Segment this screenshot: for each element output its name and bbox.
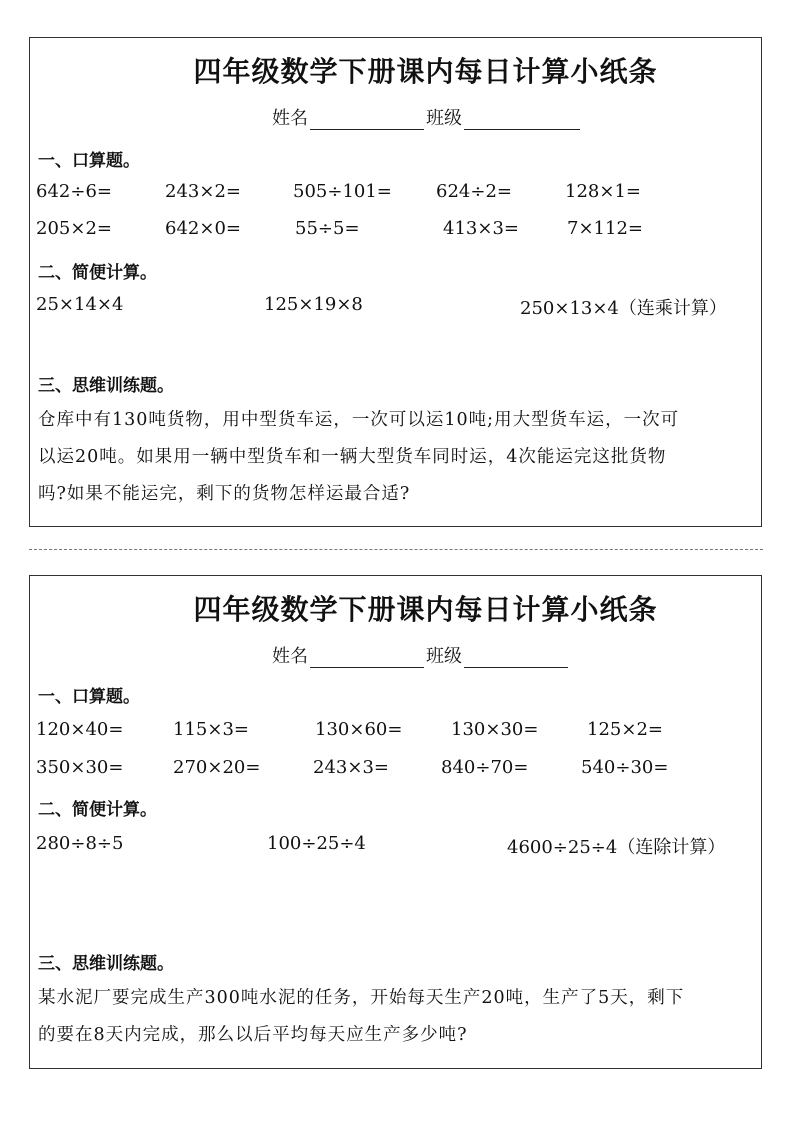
oral-item: 243×2= [165,181,241,202]
simple-item: 250×13×4（连乘计算） [520,298,727,319]
problem-line: 的要在8天内完成，那么以后平均每天应生产多少吨? [38,1025,468,1045]
name-blank[interactable] [310,647,424,668]
name-blank[interactable] [310,109,424,130]
oral-item: 55÷5= [295,218,360,239]
problem-line: 仓库中有130吨货物，用中型货车运，一次可以运10吨;用大型货车运，一次可 [38,410,680,430]
name-class-line [272,104,582,130]
section-oral-heading: 一、口算题。 [38,151,140,171]
oral-item: 642÷6= [36,181,112,202]
oral-row-2 [30,757,761,781]
oral-item: 128×1= [565,181,641,202]
section-oral-heading: 一、口算题。 [38,687,140,707]
oral-item: 642×0= [165,218,241,239]
simple-item: 25×14×4 [36,294,124,315]
class-blank[interactable] [464,109,580,130]
oral-item: 540÷30= [581,757,669,778]
oral-row-1 [30,181,761,205]
worksheet-title: 四年级数学下册课内每日计算小纸条 [193,593,658,626]
oral-item: 840÷70= [441,757,529,778]
simple-item: 125×19×8 [264,294,363,315]
oral-item: 243×3= [313,757,389,778]
worksheet-card-2 [29,575,762,1069]
oral-item: 115×3= [173,719,249,740]
class-label: 班级 [426,646,462,667]
oral-item: 130×30= [451,719,539,740]
simple-item: 100÷25÷4 [267,833,366,854]
section-simple-heading: 二、简便计算。 [38,263,157,283]
class-blank[interactable] [464,647,568,668]
oral-item: 270×20= [173,757,261,778]
problem-line: 吗?如果不能运完，剩下的货物怎样运最合适? [38,484,411,504]
oral-row-2 [30,218,761,242]
word-problem [38,402,753,513]
simple-item: 4600÷25÷4（连除计算） [507,837,726,858]
worksheet-card-1 [29,37,762,527]
oral-item: 350×30= [36,757,124,778]
oral-item: 205×2= [36,218,112,239]
oral-item: 120×40= [36,719,124,740]
problem-line: 以运20吨。如果用一辆中型货车和一辆大型货车同时运，4次能运完这批货物 [38,447,667,467]
oral-row-1 [30,719,761,743]
worksheet-title: 四年级数学下册课内每日计算小纸条 [193,55,658,88]
oral-item: 413×3= [443,218,519,239]
oral-item: 130×60= [315,719,403,740]
section-thinking-heading: 三、思维训练题。 [38,954,174,974]
oral-item: 505÷101= [293,181,392,202]
simple-row [30,833,761,857]
section-thinking-heading: 三、思维训练题。 [38,376,174,396]
oral-item: 7×112= [567,218,643,239]
name-label: 姓名 [272,108,308,129]
name-class-line [272,642,570,668]
problem-line: 某水泥厂要完成生产300吨水泥的任务，开始每天生产20吨，生产了5天，剩下 [38,988,685,1008]
section-simple-heading: 二、简便计算。 [38,800,157,820]
name-label: 姓名 [272,646,308,667]
class-label: 班级 [426,108,462,129]
simple-row [30,294,761,318]
oral-item: 624÷2= [436,181,512,202]
word-problem [38,980,753,1054]
cut-line-divider [29,549,763,550]
oral-item: 125×2= [587,719,663,740]
simple-item: 280÷8÷5 [36,833,124,854]
